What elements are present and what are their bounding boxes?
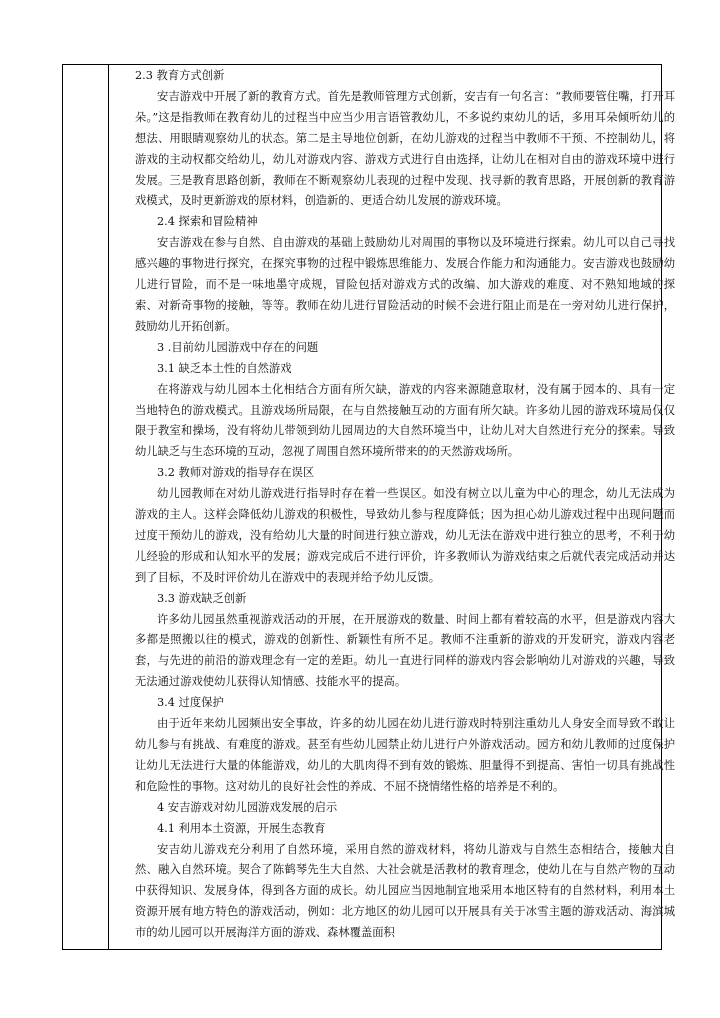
section-heading-2-3: 2.3 教育方式创新 [135,69,225,82]
paragraph-3-1: 在将游戏与幼儿园本土化相结合方面有所欠缺，游戏的内容来源随意取材，没有属于园本的、具有一定当地特色的游戏模式。且游戏场所局限，在与自然接触互动的方面有所欠缺。许多幼儿园的游戏环境局仅仅限于教室和操场，没有将幼儿带领到幼儿园周边的大自然环境当中，让幼儿对大自然进行充分的探索。导致幼儿缺乏与生态环境的互动，忽视了周围自然环境所带来的的天然游戏场所。 [135,382,675,459]
paragraph-2-3: 安吉游戏中开展了新的教育方式。首先是教师管理方式创新，安吉有一句名言：“教师要管住嘴，打开耳朵。”这是指教师在教育幼儿的过程当中应当少用言语管教幼儿，不多说约束幼儿的话，多用耳朵倾听幼儿的想法、用眼睛观察幼儿的状态。第二是主导地位创新，在幼儿游戏的过程当中教师不干预、不控制幼儿，将游戏的主动权都交给幼儿，幼儿对游戏内容、游戏方式进行自由选择，让幼儿在相对自由的游戏环境中进行发展。三是教育思路创新，教师在不断观察幼儿表现的过程中发现、找寻新的教育思路，开展创新的教育游戏模式，及时更新游戏的原材料，创造新的、更适合幼儿发展的游戏环境。 [135,89,675,208]
paragraph-4-1: 安吉幼儿游戏充分利用了自然环境，采用自然的游戏材料，将幼儿游戏与自然生态相结合，接触大自然、融入自然环境。契合了陈鹤琴先生大自然、大社会就是活教材的教育理念，使幼儿在与自然产物的互动中获得知识、发展身体，得到各方面的成长。幼儿园应当因地制宜地采用本地区特有的自然材料，利用本土资源开展有地方特色的游戏活动，例如：北方地区的幼儿园可以开展具有关于冰雪主题的游戏活动、海滨城市的幼儿园可以开展海洋方面的游戏、森林覆盖面积 [135,842,675,940]
section-heading-3-4: 3.4 过度保护 [157,696,224,710]
paragraph-3-2: 幼儿园教师在对幼儿游戏进行指导时存在着一些误区。如没有树立以儿童为中心的理念，幼儿无法成为游戏的主人。这样会降低幼儿游戏的积极性，导致幼儿参与程度降低；因为担心幼儿游戏过程中出现问题而过度干预幼儿的游戏，没有给幼儿大量的时间进行独立游戏，幼儿无法在游戏中进行独立的思考，不利于幼儿经验的形成和认知水平的发展；游戏完成后不进行评价，许多教师认为游戏结束之后就代表完成活动并达到了目标，不及时评价幼儿在游戏中的表现并给予幼儿反馈。 [135,487,675,584]
paragraph-3-4: 由于近年来幼儿园频出安全事故，许多的幼儿园在幼儿进行游戏时特别注重幼儿人身安全而导致不敢让幼儿参与有挑战、有难度的游戏。甚至有些幼儿园禁止幼儿进行户外游戏活动。园方和幼儿教师的过度保护让幼儿无法进行大量的体能游戏，幼儿的大肌肉得不到有效的锻炼、胆量得不到提高、害怕一切具有挑战性和危险性的事物。这对幼儿的良好社会性的养成、不屈不挠情绪性格的培养是不利的。 [135,717,675,793]
left-column [63,65,109,949]
section-heading-3: 3 .目前幼儿园游戏中存在的问题 [157,340,319,354]
paragraph-3-3: 许多幼儿园虽然重视游戏活动的开展，在开展游戏的数量、时间上都有着较高的水平，但是游戏内容大多都是照搬以往的模式，游戏的创新性、新颖性有所不足。教师不注重新的游戏的开发研究，游戏内容老套，与先进的前沿的游戏理念有一定的差距。幼儿一直进行同样的游戏内容会影响幼儿对游戏的兴趣，导致无法通过游戏使幼儿获得认知情感、技能水平的提高。 [135,612,675,689]
section-heading-3-2: 3.2 教师对游戏的指导存在误区 [157,466,315,480]
section-heading-4-1: 4.1 利用本土资源，开展生态教育 [157,821,326,835]
paragraph-2-4: 安吉游戏在参与自然、自由游戏的基础上鼓励幼儿对周围的事物以及环境进行探索。幼儿可以自己寻找感兴趣的事物进行探究，在探究事物的过程中锻炼思维能力、发展合作能力和沟通能力。安吉游戏也鼓励幼儿进行冒险，而不是一味地墨守成规，冒险包括对游戏方式的改编、加大游戏的难度、对不熟知地域的探索、对新奇事物的接触，等等。教师在幼儿进行冒险活动的时候不会进行阻止而是在一旁对幼儿进行保护，鼓励幼儿开拓创新。 [135,236,675,333]
section-heading-2-4: 2.4 探索和冒险精神 [157,215,258,229]
document-body [135,66,675,944]
section-heading-3-1: 3.1 缺乏本土性的自然游戏 [157,361,292,375]
section-heading-3-3: 3.3 游戏缺乏创新 [157,591,247,605]
document-table [62,64,675,950]
section-heading-4: 4 安吉游戏对幼儿园游戏发展的启示 [157,800,338,814]
